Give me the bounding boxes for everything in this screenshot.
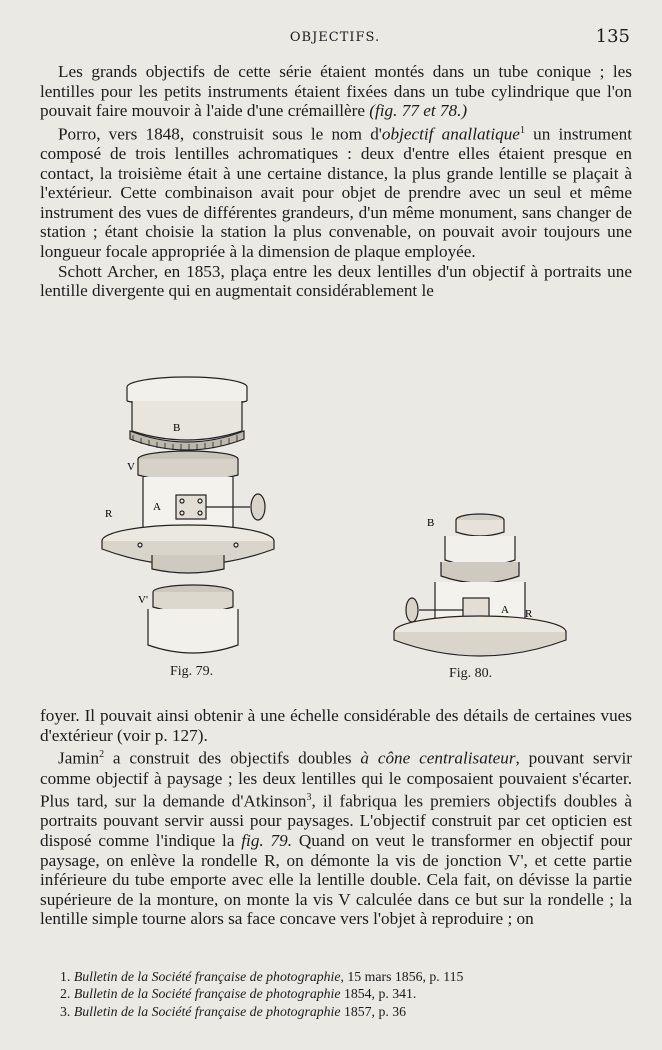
paragraph-text: foyer. Il pouvait ainsi obtenir à une échelle considérable des détails de certaines vues d'extérieur (voir p. 127).	[40, 706, 632, 745]
footnote-number: 2.	[60, 986, 71, 1002]
footnote-detail: , 15 mars 1856, p. 115	[340, 969, 464, 984]
paragraph-text: Les grands objectifs de cette série étaient montés dans un tube conique ; les lentilles pour les petits instruments étaient fixées dans un tube cylindrique que l'on pouvait faire mouvoir à l'aide d'une crémaillère	[40, 62, 632, 121]
paragraph	[40, 706, 632, 745]
figure-80-caption: Fig. 80.	[449, 666, 493, 681]
footnote-detail: 1854, p. 341.	[340, 986, 417, 1002]
paragraph-text: Schott Archer, en 1853, plaça entre les deux lentilles d'un objectif à portraits une lentille divergente qui en augmentait considérablement le	[40, 261, 632, 301]
paragraph	[40, 121, 632, 262]
label-b: B	[173, 422, 181, 434]
paragraph	[40, 62, 632, 121]
footnote	[40, 968, 632, 985]
label-a: A	[501, 604, 509, 616]
term-italic: objectif anallatique	[381, 124, 520, 144]
paragraph-text: Porro, vers 1848, construisit sous le nom d'	[58, 124, 382, 144]
paragraph-text: , il fabriqua les premiers objectifs doubles à portraits pouvant servir aussi pour paysages. L'objectif construit par cet opticien est disposé comme l'indique la	[40, 791, 632, 851]
figure-reference: fig. 79.	[241, 831, 293, 851]
footnote-source: Bulletin de la Société française de photographie	[73, 1003, 341, 1019]
label-a: A	[153, 501, 161, 513]
text-block-top	[40, 62, 632, 301]
figure-79-caption: Fig. 79.	[170, 664, 214, 679]
lower-tube	[148, 585, 238, 653]
footnote	[40, 1003, 632, 1020]
running-title: OBJECTIFS.	[289, 30, 381, 45]
paragraph-text: , pouvant servir comme objectif à paysage ; les deux lentilles qui le composaient pouvaient s'écarter. Plus tard, sur la demande d'Atkinson	[40, 748, 632, 811]
paragraph	[40, 262, 632, 301]
paragraph-text: Jamin	[58, 748, 100, 768]
text-block-bottom	[40, 706, 632, 929]
footnote-number: 3.	[60, 1003, 71, 1019]
footnote	[40, 985, 632, 1002]
label-v-prime: V'	[138, 594, 148, 606]
figure-79-illustration	[100, 355, 290, 665]
figure-reference: (fig. 77 et 78.)	[369, 101, 468, 121]
running-head	[40, 26, 630, 48]
footnote-source: Bulletin de la Société française de photographie	[73, 986, 341, 1002]
label-r: R	[525, 608, 533, 620]
paragraph-text: Quand on veut le transformer en objectif pour paysage, on enlève la rondelle R, on démonte la vis de jonction V', et cette partie inférieure du tube emporte avec elle la lentille double. Cela fait, on dévisse la partie supérieure de la monture, on monte la vis V calculée dans ce but sur la rondelle ; la lentille simple tourne alors sa face concave vers l'objet à reproduire ; on	[40, 831, 632, 929]
paragraph-text: un instrument composé de trois lentilles achromatiques : deux d'entre elles étaient presque en contact, la troisième était à une certaine distance, la plus grande lentille se plaçait à l'extérieur. Cette combinaison avait pour objet de prendre avec un seul et même instrument des vues de différentes grandeurs, d'un même monument, sans changer de station ; étant choisie la station la plus convenable, on pouvait avoir toujours une longueur focale appropriée à la dimension de plaque employée.	[40, 124, 633, 262]
footnotes	[40, 968, 632, 1020]
footnote-marker: 1	[519, 124, 525, 136]
footnote-marker: 3	[306, 792, 312, 804]
lens-cap-b	[127, 377, 247, 450]
footnote-marker: 2	[99, 749, 105, 761]
label-v: V	[127, 461, 135, 473]
term-italic: à cône centralisateur	[360, 748, 516, 768]
label-b: B	[427, 517, 435, 529]
label-r: R	[105, 508, 113, 520]
footnote-source: Bulletin de la Société française de photographie	[73, 969, 341, 984]
paragraph	[40, 745, 632, 929]
paragraph-text: a construit des objectifs doubles	[104, 748, 361, 768]
figure-80-illustration	[385, 500, 575, 665]
page-number: 135	[595, 26, 630, 47]
footnote-detail: 1857, p. 36	[340, 1003, 407, 1019]
footnote-number: 1.	[60, 969, 71, 984]
